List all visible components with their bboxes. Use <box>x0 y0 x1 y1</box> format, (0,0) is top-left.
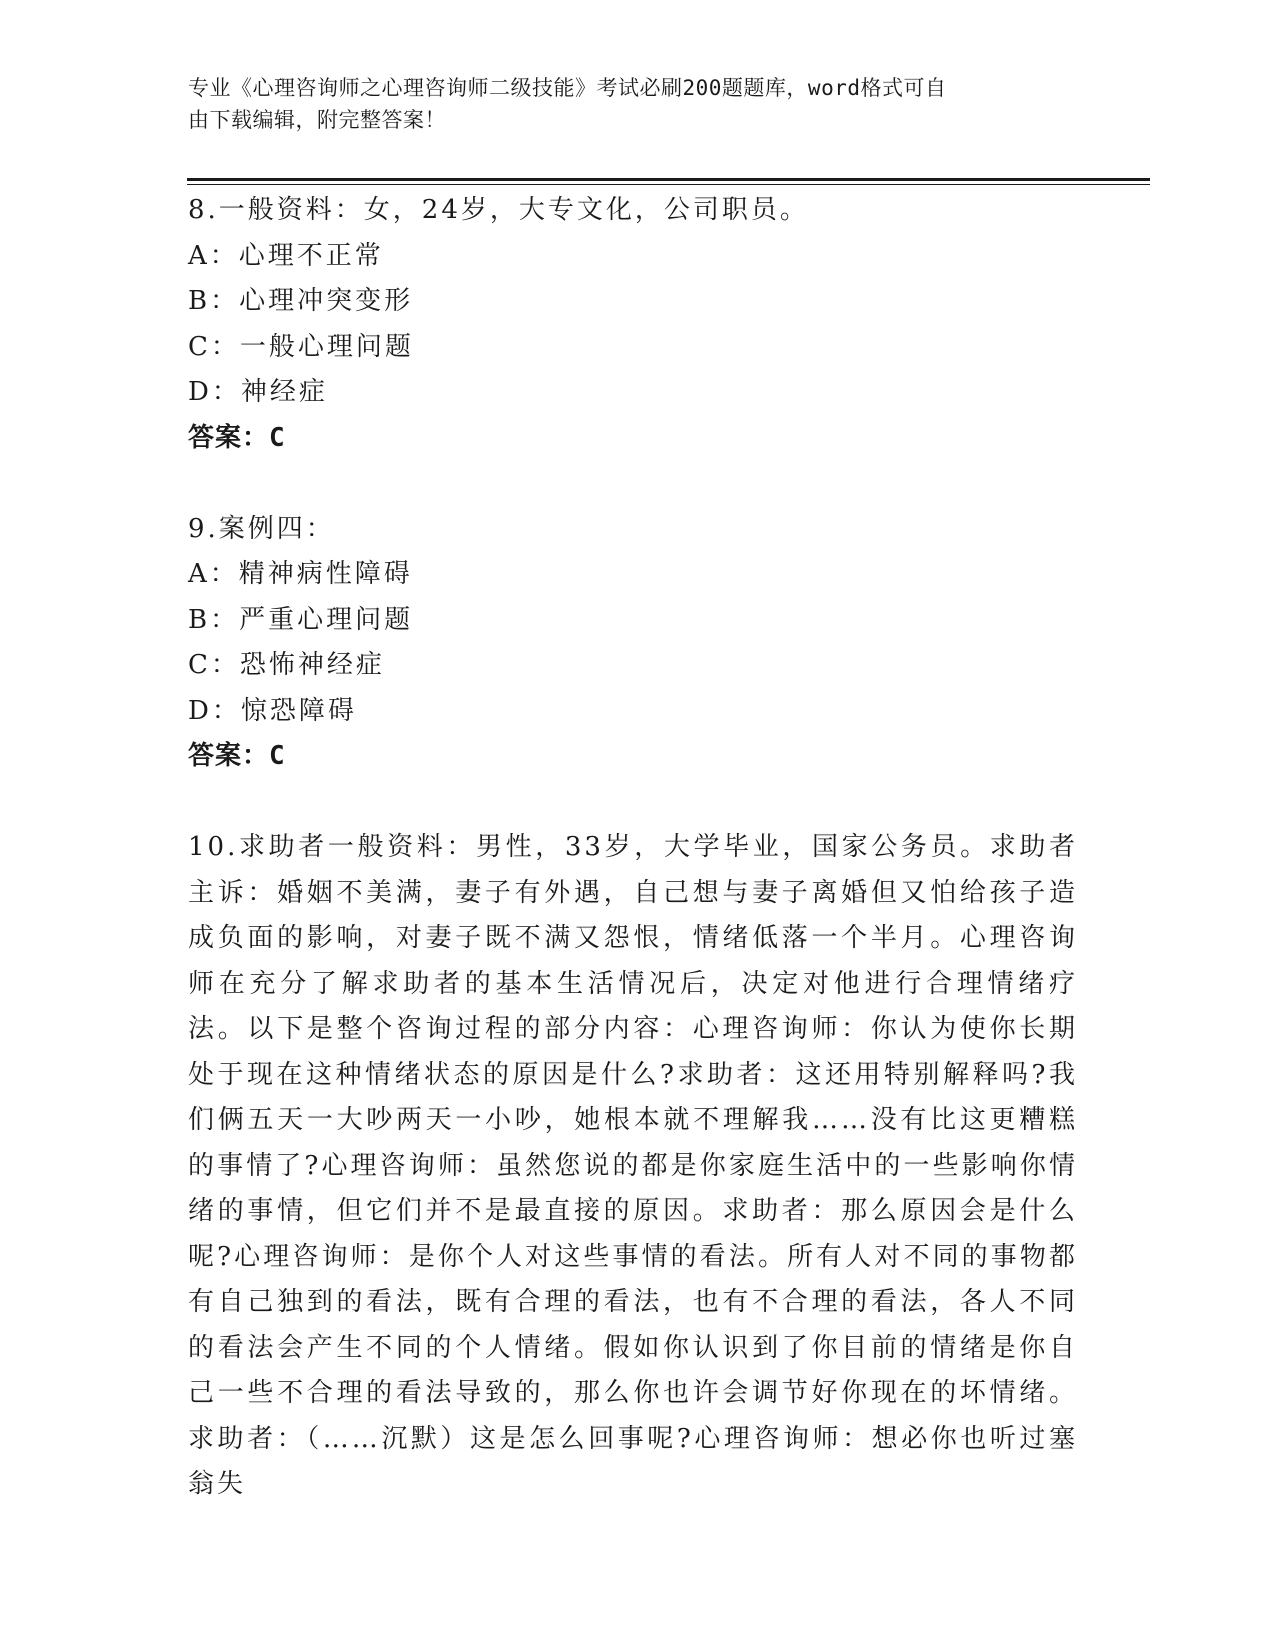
question-list <box>188 188 1088 1508</box>
question-stem: 8.一般资料：女，24岁，大专文化，公司职员。 <box>188 195 809 225</box>
question-spacer <box>188 461 1088 507</box>
header-line-1: 专业《心理咨询师之心理咨询师二级技能》考试必刷200题题库，word格式可自 <box>188 76 947 100</box>
option-a: A：精神病性障碍 <box>188 559 413 589</box>
question-item <box>188 188 1088 461</box>
question-stem-paragraph: 10.求助者一般资料：男性，33岁，大学毕业，国家公务员。求助者主诉：婚姻不美满，妻子有外遇，自己想与妻子离婚但又怕给孩子造成负面的影响，对妻子既不满又怨恨，情绪低落一个半月。心理咨询师在充分了解求助者的基本生活情况后，决定对他进行合理情绪疗法。以下是整个咨询过程的部分内容：心理咨询师：你认为使你长期处于现在这种情绪状态的原因是什么?求助者：这还用特别解释吗?我们俩五天一大吵两天一小吵，她根本就不理解我……没有比这更糟糕的事情了?心理咨询师：虽然您说的都是你家庭生活中的一些影响你情绪的事情，但它们并不是最直接的原因。求助者：那么原因会是什么呢?心理咨询师：是你个人对这些事情的看法。所有人对不同的事物都有自己独到的看法，既有合理的看法，也有不合理的看法，各人不同的看法会产生不同的个人情绪。假如你认识到了你目前的情绪是你自己一些不合理的看法导致的，那么你也许会调节好你现在的坏情绪。求助者：（……沉默）这是怎么回事呢?心理咨询师：想必你也听过塞翁失 <box>188 832 1078 1499</box>
question-item <box>188 507 1088 780</box>
header-divider-thin <box>187 184 1150 185</box>
option-c: C：恐怖神经症 <box>188 650 385 680</box>
option-a: A：心理不正常 <box>188 240 384 271</box>
question-spacer <box>188 780 1088 826</box>
option-b: B：严重心理问题 <box>188 604 414 635</box>
option-b: B：心理冲突变形 <box>188 286 414 316</box>
header-divider-thick <box>187 178 1150 181</box>
option-d: D：惊恐障碍 <box>188 695 357 726</box>
answer-line: 答案：C <box>188 741 286 771</box>
question-stem: 9.案例四： <box>188 513 335 544</box>
option-c: C：一般心理问题 <box>188 331 414 362</box>
answer-line: 答案：C <box>188 422 286 453</box>
document-header <box>188 72 1068 136</box>
question-item <box>188 825 1088 1508</box>
header-line-2: 由下载编辑，附完整答案！ <box>188 108 446 132</box>
option-d: D：神经症 <box>188 377 328 407</box>
